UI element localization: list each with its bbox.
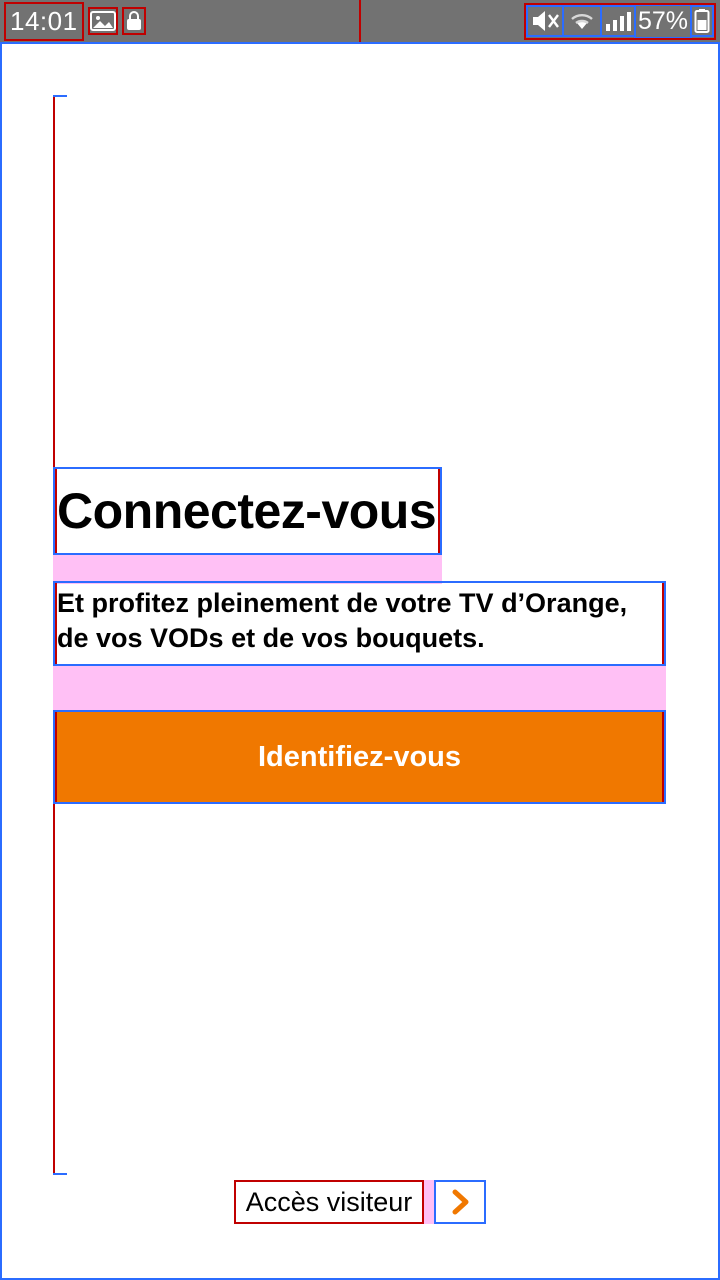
page-title	[53, 467, 442, 555]
status-bar-center-tick	[359, 0, 361, 42]
mute-icon	[528, 7, 562, 35]
battery-icon	[692, 7, 712, 35]
page-subheading	[53, 581, 666, 666]
status-bar-left	[6, 4, 144, 39]
spacer-above-button	[53, 666, 666, 710]
spacer-above-subheading	[53, 555, 442, 584]
guest-access-label: Accès visiteur	[234, 1180, 424, 1224]
lock-icon	[124, 9, 144, 33]
login-button[interactable]	[53, 710, 666, 804]
status-bar	[0, 0, 720, 42]
status-clock: 14:01	[6, 4, 82, 39]
chevron-right-icon[interactable]	[434, 1180, 486, 1224]
signal-icon	[602, 7, 634, 35]
status-bar-right	[526, 5, 714, 38]
image-icon	[90, 9, 116, 33]
page-subheading-text: Et profitez pleinement de votre TV d’Orange, de vos VODs et de vos bouquets.	[57, 588, 628, 653]
login-button-label: Identifiez-vous	[257, 740, 461, 773]
page-title-text: Connectez-vous	[57, 483, 437, 539]
battery-percent-label: 57%	[637, 6, 688, 35]
wifi-icon	[564, 7, 600, 35]
